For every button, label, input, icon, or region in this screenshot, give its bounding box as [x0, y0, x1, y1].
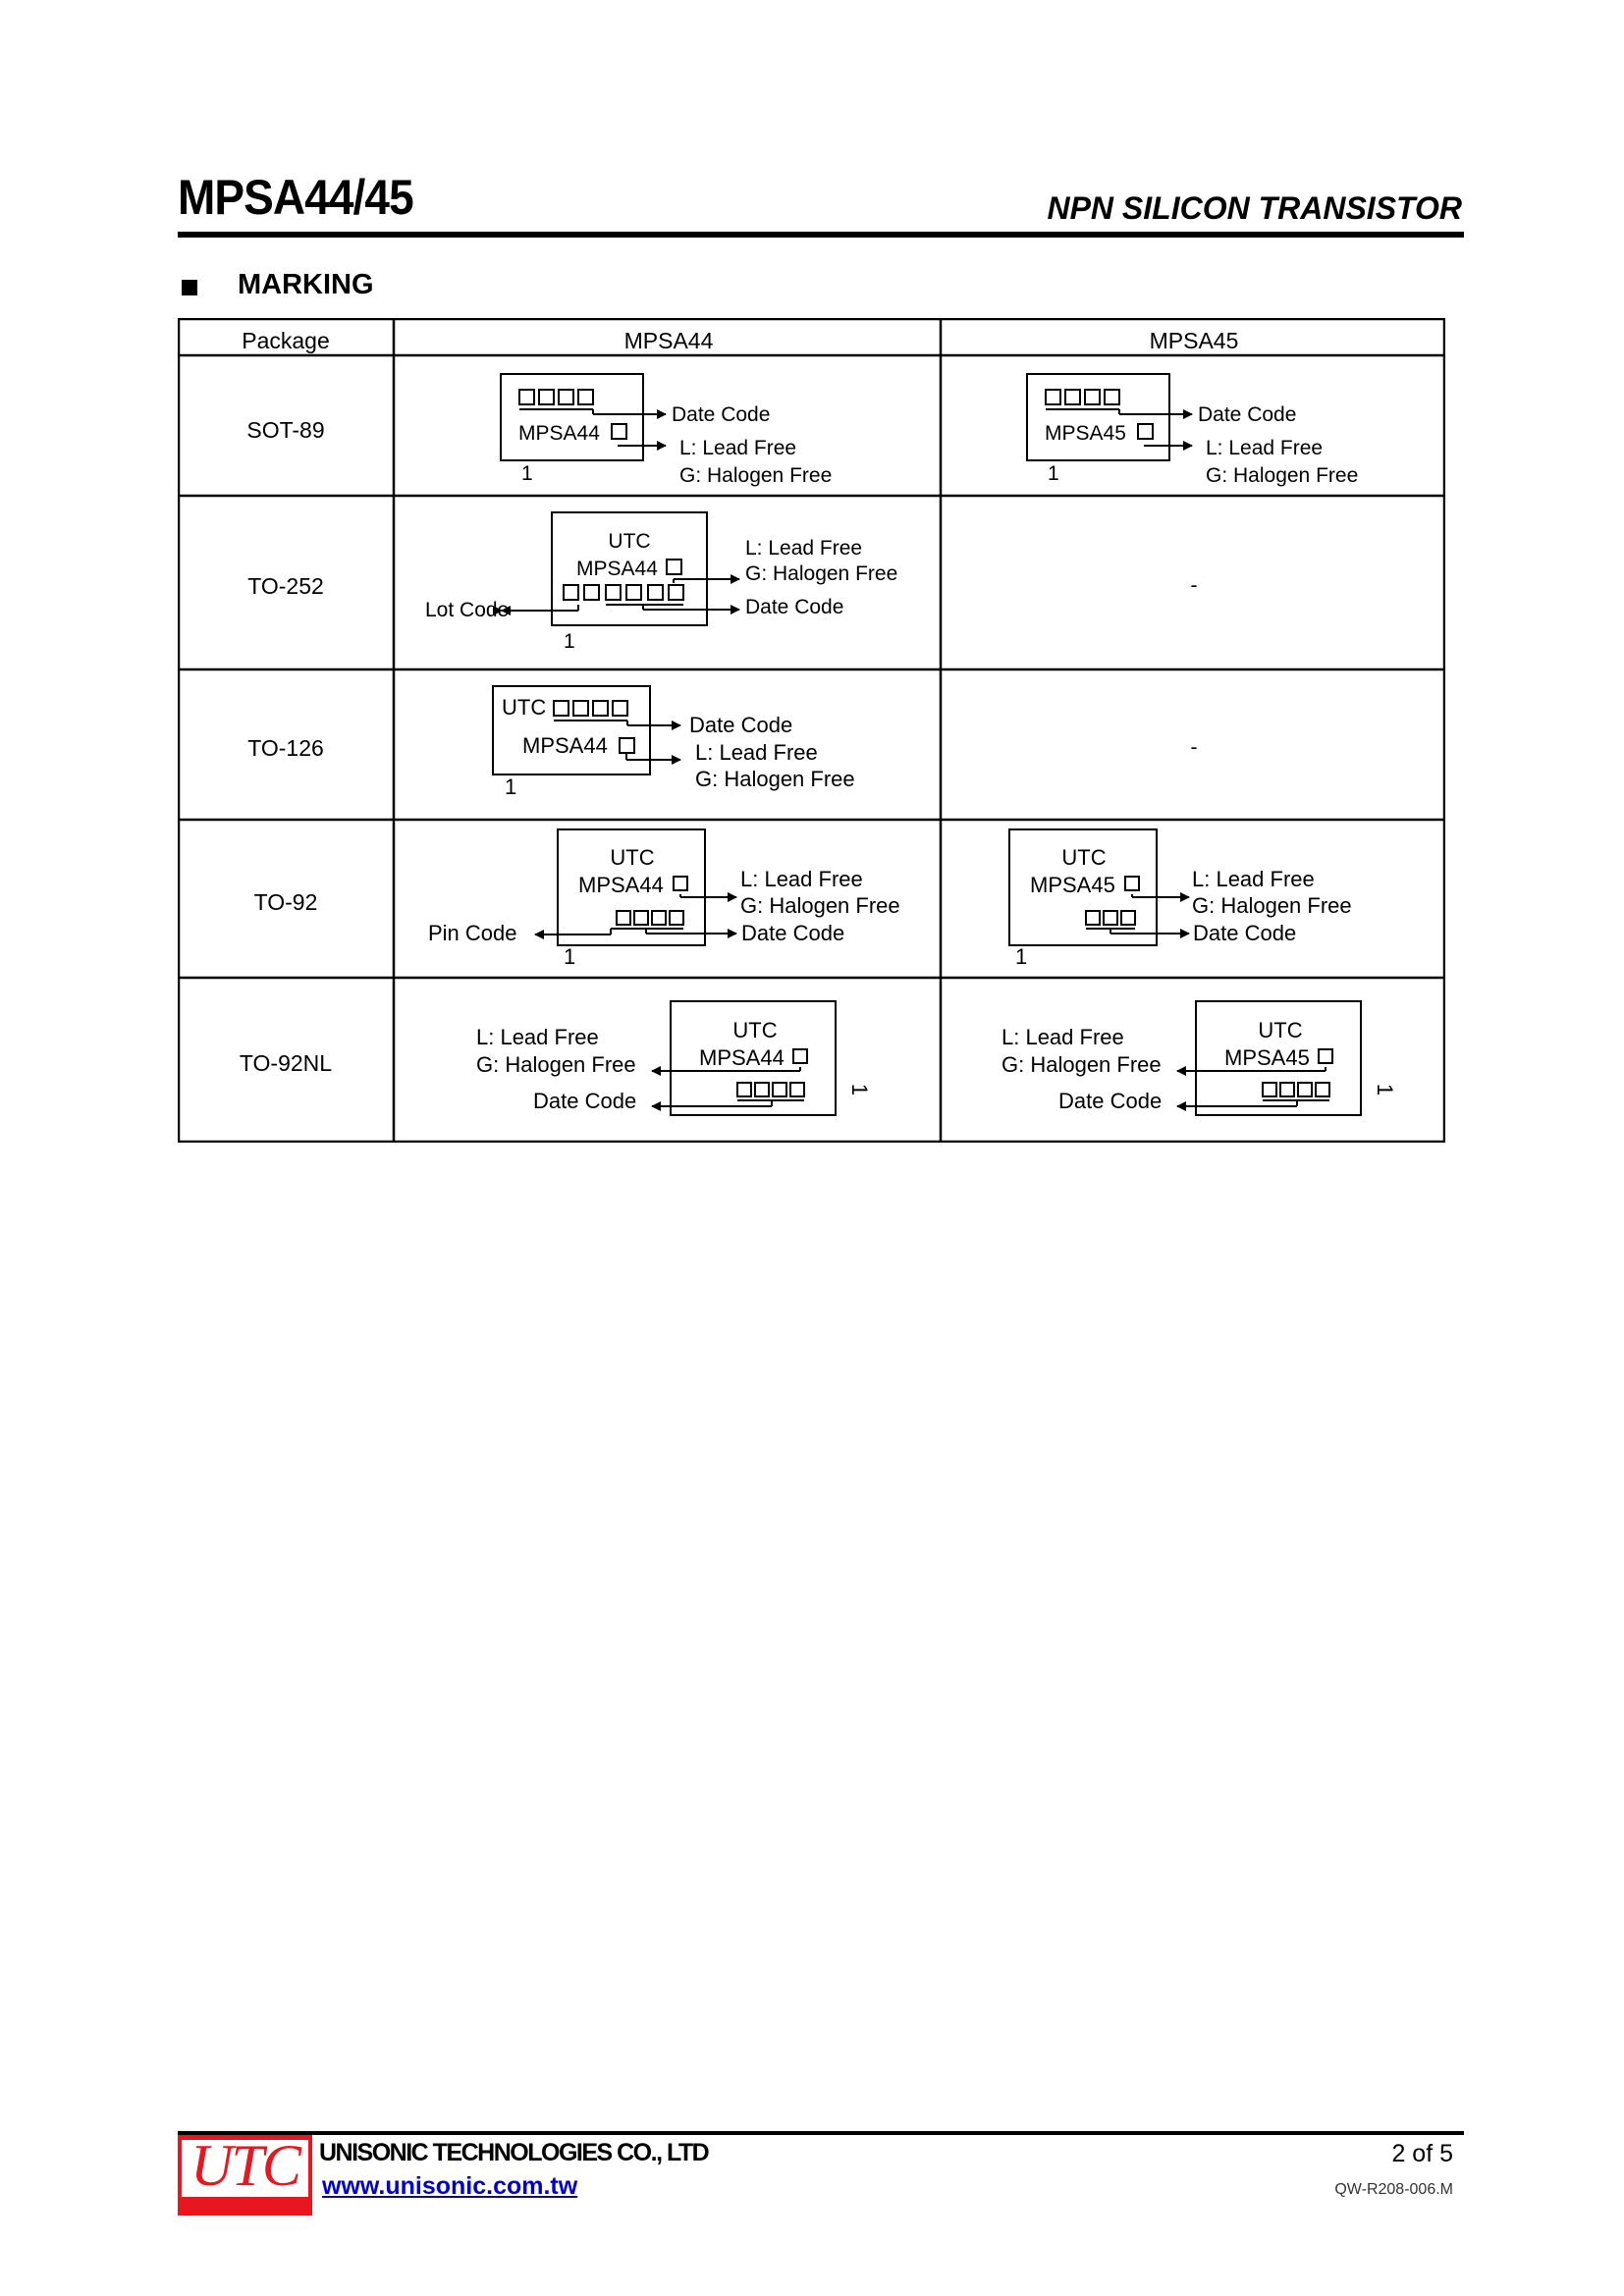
date-code-label: Date Code: [1058, 1089, 1163, 1113]
to126-mpsa45-empty: -: [1190, 736, 1198, 759]
pin-one-label: 1: [1048, 462, 1059, 485]
date-code-label: Date Code: [672, 403, 771, 426]
utc-text: UTC: [1258, 1018, 1303, 1042]
marking-to92-mpsa44: [428, 829, 900, 969]
document-code: QW-R208-006.M: [1334, 2181, 1453, 2198]
marking-to92nl-mpsa44: [476, 1001, 872, 1115]
marking-sot89-mpsa45: [1027, 374, 1358, 487]
package-to252: TO-252: [247, 573, 324, 599]
halogen-free-label: G: Halogen Free: [1206, 464, 1359, 487]
lead-free-label: L: Lead Free: [476, 1025, 599, 1049]
package-sot89: SOT-89: [246, 417, 325, 443]
date-code-label: Date Code: [745, 596, 844, 618]
package-to92nl: TO-92NL: [239, 1050, 333, 1076]
package-to92: TO-92: [253, 889, 318, 915]
lead-free-label: L: Lead Free: [745, 537, 863, 560]
date-code-label: Date Code: [533, 1089, 637, 1113]
lead-free-label: L: Lead Free: [740, 867, 863, 891]
pin-one-label: 1: [521, 462, 533, 485]
part-number-title: MPSA44/45: [178, 170, 413, 225]
marking-to126-mpsa44: [493, 686, 855, 799]
mark-text: MPSA44: [522, 733, 608, 758]
mark-text: MPSA45: [1030, 873, 1115, 897]
marking-to92nl-mpsa45: [1001, 1001, 1397, 1115]
mark-text: MPSA44: [518, 422, 600, 445]
lead-free-label: L: Lead Free: [695, 740, 818, 765]
marking-to92-mpsa45: [1009, 829, 1352, 969]
utc-text: UTC: [732, 1018, 778, 1042]
marking-to252-mpsa44: [425, 512, 897, 653]
halogen-free-label: G: Halogen Free: [740, 893, 900, 918]
pin-one-label: 1: [1015, 944, 1028, 969]
footer-divider: [178, 2131, 1464, 2135]
document-subtitle: NPN SILICON TRANSISTOR: [1047, 190, 1462, 226]
package-to126: TO-126: [247, 735, 324, 761]
utc-text: UTC: [502, 695, 547, 720]
halogen-free-label: G: Halogen Free: [679, 464, 833, 487]
pin-one-label: 1: [564, 630, 575, 653]
pin-one-label: 1: [564, 944, 576, 969]
mark-text: MPSA44: [578, 873, 664, 897]
section-bullet-icon: [182, 280, 197, 295]
mark-text: MPSA45: [1045, 422, 1126, 445]
lot-code-label: Lot Code: [425, 599, 510, 621]
utc-text: UTC: [1061, 845, 1107, 870]
halogen-free-label: G: Halogen Free: [695, 767, 855, 791]
page-number: 2 of 5: [1391, 2140, 1453, 2167]
header-mpsa45: MPSA45: [1149, 328, 1239, 353]
pin-one-label: 1: [847, 1083, 872, 1096]
lead-free-label: L: Lead Free: [1206, 437, 1324, 459]
date-code-label: Date Code: [1198, 403, 1297, 426]
pin-one-label: 1: [505, 774, 517, 799]
pin-one-label: 1: [1373, 1083, 1397, 1096]
utc-text: UTC: [610, 845, 655, 870]
company-name: UNISONIC TECHNOLOGIES CO., LTD: [319, 2139, 709, 2166]
lead-free-label: L: Lead Free: [679, 437, 797, 459]
mark-text: MPSA45: [1224, 1045, 1310, 1070]
utc-text: UTC: [608, 530, 651, 553]
halogen-free-label: G: Halogen Free: [745, 562, 898, 585]
header-package: Package: [242, 328, 330, 353]
header-divider: [178, 232, 1464, 238]
section-title: MARKING: [238, 269, 374, 300]
utc-logo-text: UTC: [190, 2133, 299, 2198]
lead-free-label: L: Lead Free: [1192, 867, 1315, 891]
date-code-label: Date Code: [689, 713, 793, 737]
marking-table: [178, 318, 1445, 1143]
mark-text: MPSA44: [576, 558, 658, 580]
halogen-free-label: G: Halogen Free: [1001, 1052, 1162, 1077]
date-code-label: Date Code: [1193, 921, 1297, 945]
date-code-label: Date Code: [741, 921, 845, 945]
halogen-free-label: G: Halogen Free: [1192, 893, 1352, 918]
header-mpsa44: MPSA44: [623, 328, 714, 353]
pin-code-label: Pin Code: [428, 921, 517, 945]
mark-text: MPSA44: [699, 1045, 785, 1070]
halogen-free-label: G: Halogen Free: [476, 1052, 636, 1077]
lead-free-label: L: Lead Free: [1001, 1025, 1124, 1049]
website-link[interactable]: www.unisonic.com.tw: [322, 2172, 578, 2200]
to252-mpsa45-empty: -: [1190, 574, 1198, 597]
marking-sot89-mpsa44: [501, 374, 832, 487]
